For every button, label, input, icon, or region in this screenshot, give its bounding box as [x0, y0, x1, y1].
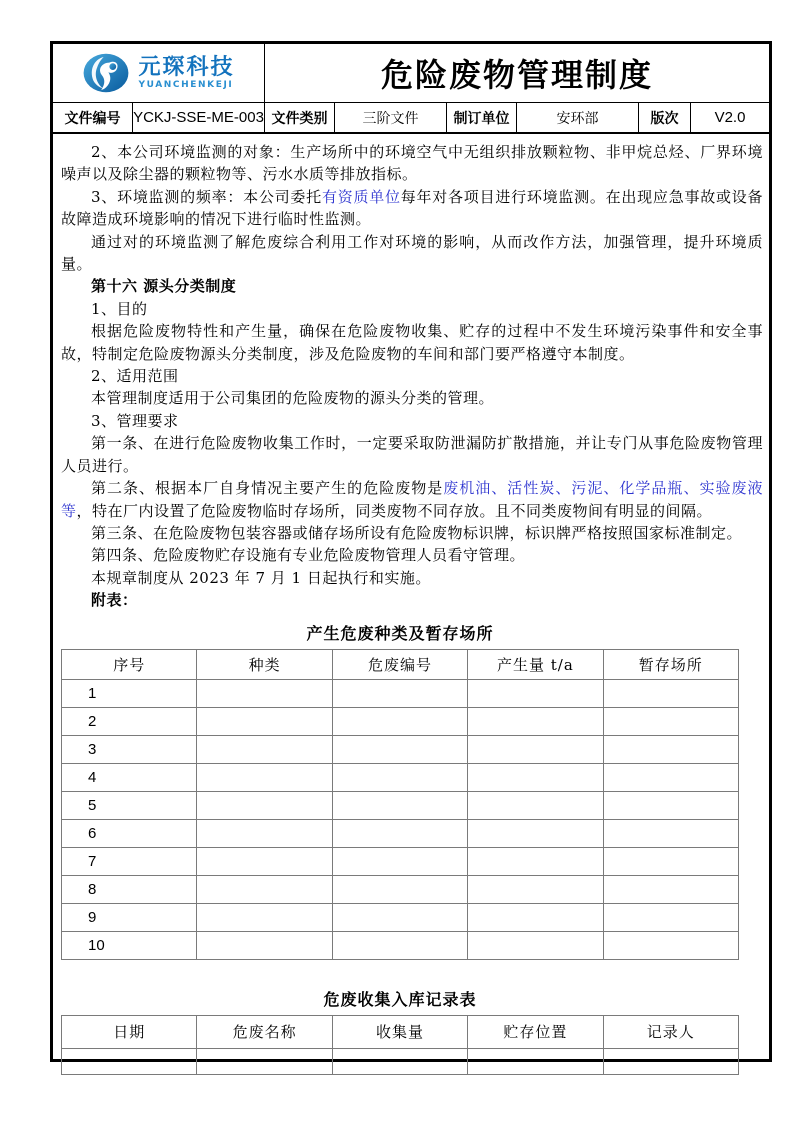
column-header-waste-name: 危废名称 [197, 1015, 332, 1048]
empty-cell [468, 735, 603, 763]
paragraph-text: 每年对各项目进行环境监测。在出现应急事故或设备故障造成环境影响的情况下进行临时性监测。 [61, 187, 763, 229]
table-row [62, 791, 739, 819]
table-row [62, 707, 739, 735]
table-row [62, 903, 739, 931]
collection-log-table-title: 危废收集入库记录表 [323, 989, 477, 1009]
paragraph-requirements-heading: 3、管理要求 [91, 411, 179, 430]
empty-cell [197, 735, 332, 763]
column-header-storage-place: 暂存场所 [603, 649, 738, 679]
paragraph-article-3: 第三条、在危险废物包装容器或储存场所设有危险废物标识牌，标识牌严格按照国家标准制定。 [91, 523, 743, 542]
row-number: 9 [62, 903, 197, 931]
meta-value-doc-category: 三阶文件 [335, 103, 447, 132]
section-heading-16: 第十六 源头分类制度 [91, 277, 237, 296]
empty-cell [197, 763, 332, 791]
row-number: 10 [62, 931, 197, 959]
row-number: 1 [62, 679, 197, 707]
highlighted-text-qualified-unit: 有资质单位 [321, 187, 401, 206]
meta-label-issuing-dept: 制订单位 [447, 103, 517, 132]
row-number: 8 [62, 875, 197, 903]
highlighted-text-waste-types: 废机油、活性炭、污泥、化学品瓶、实验废液等 [61, 479, 763, 520]
company-logo-icon [82, 51, 130, 95]
collection-log-table [61, 1015, 739, 1075]
empty-cell [468, 763, 603, 791]
empty-cell [332, 931, 467, 959]
row-number: 7 [62, 847, 197, 875]
meta-value-doc-number: YCKJ-SSE-ME-003 [133, 103, 265, 132]
empty-cell [468, 791, 603, 819]
table-row [62, 735, 739, 763]
paragraph-monitoring-purpose: 通过对的环境监测了解危废综合利用工作对环境的影响，从而改作方法，加强管理，提升环境质量。 [61, 232, 763, 274]
empty-cell [603, 819, 738, 847]
empty-cell [62, 1048, 197, 1074]
paragraph-effective-date: 本规章制度从 2023 年 7 月 1 日起执行和实施。 [91, 568, 431, 587]
document-header [53, 44, 769, 103]
empty-cell [197, 1048, 332, 1074]
meta-value-issuing-dept: 安环部 [517, 103, 639, 132]
page-title: 危险废物管理制度 [380, 56, 653, 94]
empty-cell [197, 707, 332, 735]
empty-cell [332, 903, 467, 931]
empty-cell [468, 847, 603, 875]
empty-cell [603, 763, 738, 791]
waste-types-table-title: 产生危废种类及暂存场所 [306, 623, 494, 643]
empty-cell [332, 679, 467, 707]
waste-types-table-section [61, 621, 739, 960]
meta-label-version: 版次 [639, 103, 691, 132]
empty-cell [197, 847, 332, 875]
empty-cell [603, 679, 738, 707]
meta-label-doc-number: 文件编号 [53, 103, 133, 132]
company-logo [53, 44, 265, 102]
table-row [62, 679, 739, 707]
paragraph-text: 第二条、根据本厂自身情况主要产生的危险废物是 [91, 479, 444, 498]
table-row [62, 847, 739, 875]
collection-log-table-section [61, 987, 739, 1075]
attachment-label: 附表： [91, 591, 138, 610]
document-meta-row [53, 103, 769, 134]
paragraph-article-1: 第一条、在进行危险废物收集工作时，一定要采取防泄漏防扩散措施，并让专门从事危险废物管理人员进行。 [61, 434, 763, 475]
empty-cell [197, 903, 332, 931]
meta-label-doc-category: 文件类别 [265, 103, 335, 132]
empty-cell [197, 819, 332, 847]
row-number: 6 [62, 819, 197, 847]
row-number: 2 [62, 707, 197, 735]
empty-cell [468, 903, 603, 931]
company-logo-text [138, 54, 235, 90]
column-header-collected-amount: 收集量 [332, 1015, 467, 1048]
empty-cell [603, 735, 738, 763]
empty-cell [603, 875, 738, 903]
empty-cell [468, 1048, 603, 1074]
row-number: 5 [62, 791, 197, 819]
meta-value-version: V2.0 [714, 109, 746, 126]
spacer [61, 960, 763, 978]
table-row [62, 763, 739, 791]
paragraph-text: ，特在厂内设置了危险废物临时存场所，同类废物不同存放。且不同类废物间有明显的间隔。 [76, 501, 713, 520]
empty-cell [603, 791, 738, 819]
empty-cell [332, 1048, 467, 1074]
table-row [62, 819, 739, 847]
empty-cell [468, 931, 603, 959]
row-number: 3 [62, 735, 197, 763]
waste-types-table [61, 649, 739, 960]
empty-cell [603, 847, 738, 875]
paragraph-monitoring-objects: 2、本公司环境监测的对象：生产场所中的环境空气中无组织排放颗粒物、非甲烷总烃、厂界环境噪声以及除尘器的颗粒物等、污水水质等排放指标。 [61, 143, 763, 184]
table-row [62, 875, 739, 903]
empty-cell [197, 931, 332, 959]
paragraph-article-2 [61, 477, 763, 522]
company-name-latin: YUANCHENKEJI [138, 79, 234, 90]
table-header-row [62, 649, 739, 679]
empty-cell [197, 875, 332, 903]
empty-cell [332, 735, 467, 763]
column-header-seq: 序号 [62, 649, 197, 679]
paragraph-purpose-heading: 1、目的 [91, 299, 148, 318]
empty-cell [332, 875, 467, 903]
empty-cell [332, 847, 467, 875]
table-row [62, 1048, 739, 1074]
paragraph-scope-text: 本管理制度适用于公司集团的危险废物的源头分类的管理。 [91, 389, 495, 408]
paragraph-purpose-text: 根据危险废物特性和产生量，确保在危险废物收集、贮存的过程中不发生环境污染事件和安全事故，特制定危险废物源头分类制度，涉及危险废物的车间和部门要严格遵守本制度。 [61, 322, 763, 363]
table-row [62, 931, 739, 959]
column-header-type: 种类 [197, 649, 332, 679]
empty-cell [197, 679, 332, 707]
document-body [53, 134, 769, 1075]
column-header-waste-code: 危废编号 [332, 649, 467, 679]
company-name: 元琛科技 [138, 54, 235, 80]
empty-cell [603, 931, 738, 959]
empty-cell [603, 1048, 738, 1074]
empty-cell [332, 791, 467, 819]
empty-cell [603, 707, 738, 735]
empty-cell [332, 707, 467, 735]
empty-cell [468, 679, 603, 707]
column-header-output: 产生量 t/a [468, 649, 603, 679]
empty-cell [468, 875, 603, 903]
empty-cell [332, 819, 467, 847]
empty-cell [332, 763, 467, 791]
paragraph-text: 3、环境监测的频率：本公司委托 [91, 187, 322, 206]
empty-cell [603, 903, 738, 931]
document-frame [50, 41, 772, 1062]
empty-cell [468, 819, 603, 847]
table-header-row [62, 1015, 739, 1048]
paragraph-monitoring-frequency [61, 186, 763, 231]
empty-cell [468, 707, 603, 735]
row-number: 4 [62, 763, 197, 791]
column-header-storage-location: 贮存位置 [468, 1015, 603, 1048]
empty-cell [197, 791, 332, 819]
paragraph-scope-heading: 2、适用范围 [91, 367, 179, 386]
column-header-date: 日期 [62, 1015, 197, 1048]
paragraph-article-4: 第四条、危险废物贮存设施有专业危险废物管理人员看守管理。 [91, 546, 526, 565]
column-header-recorder: 记录人 [603, 1015, 738, 1048]
